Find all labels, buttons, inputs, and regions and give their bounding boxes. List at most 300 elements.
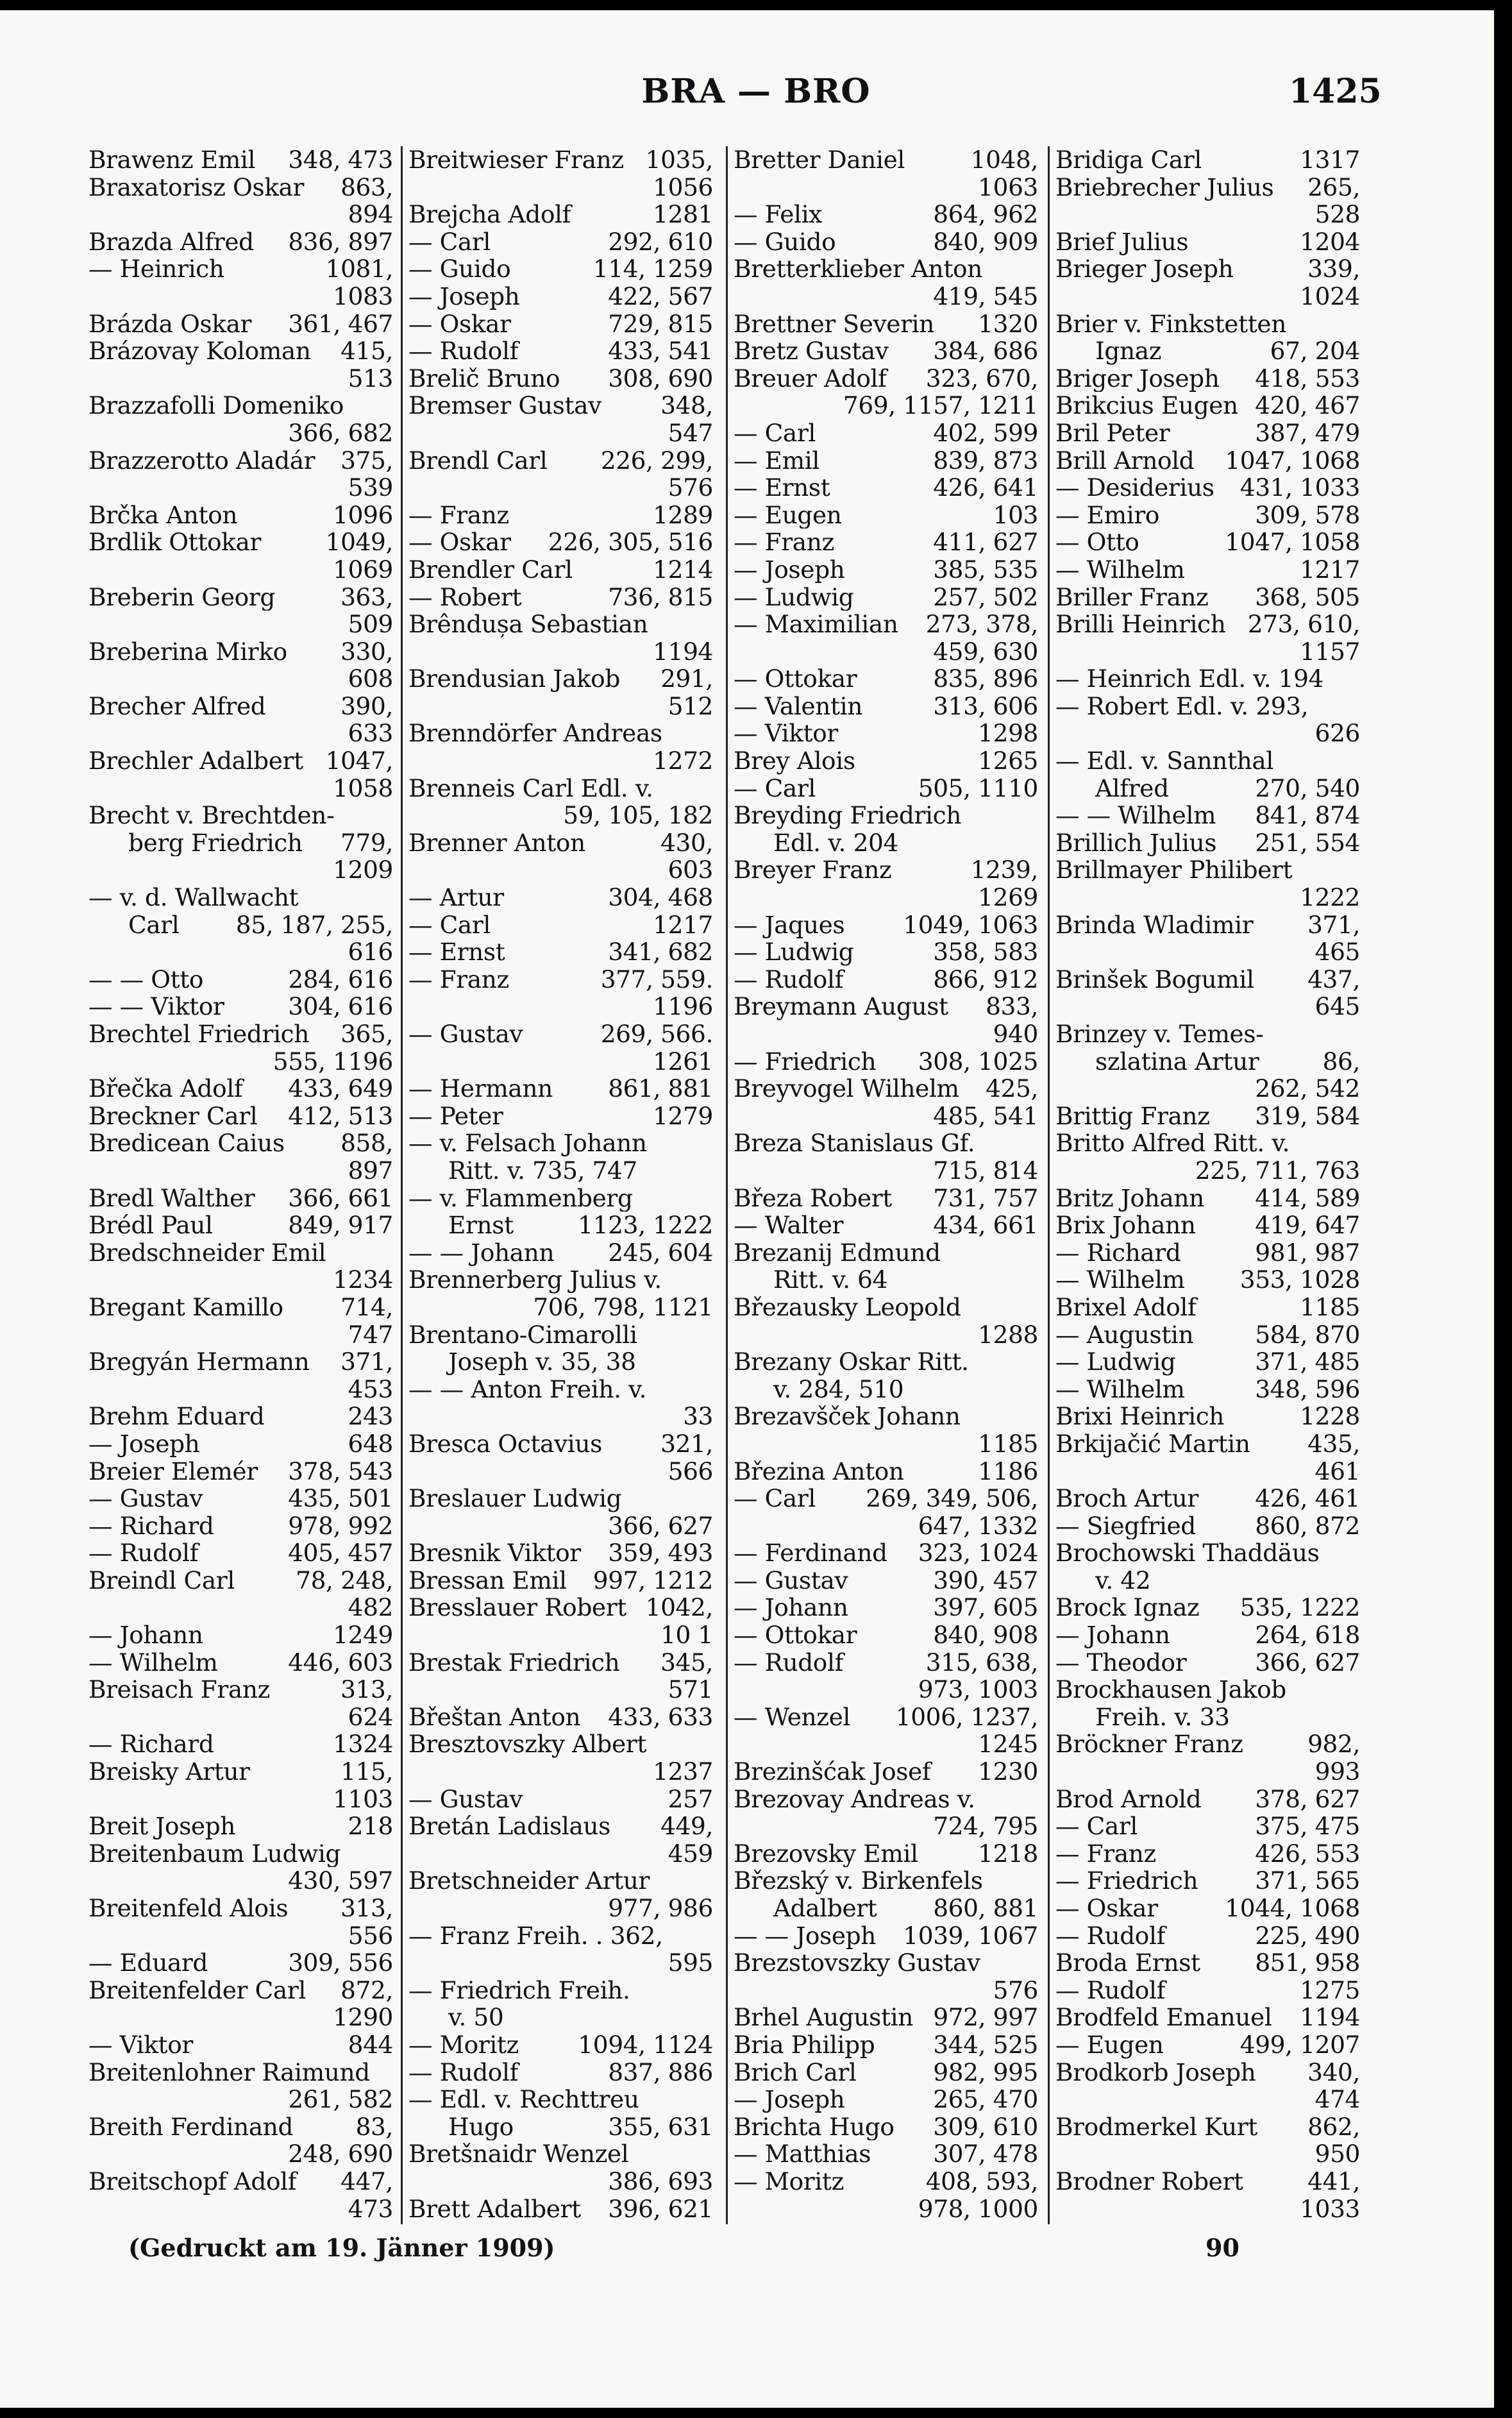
entry-page-refs: 378, 627 [1255, 1785, 1360, 1813]
entry-name: Brejcha Adolf [408, 201, 571, 228]
directory-entry [1055, 829, 1360, 857]
entry-name: Bredicean Caius [88, 1129, 285, 1157]
entry-continuation: 1185 [978, 1430, 1038, 1458]
entry-page-refs: 1228 [1300, 1403, 1360, 1430]
entry-name: Brichta Hugo [734, 2113, 895, 2141]
entry-name: Broch Artur [1055, 1485, 1198, 1512]
entry-name: — Desiderius [1055, 474, 1214, 502]
entry-name: — — Johann [408, 1239, 555, 1267]
print-date-note: (Gedruckt am 19. Jänner 1909) [128, 2233, 555, 2262]
directory-entry [408, 365, 713, 393]
entry-name: Breitenfeld Alois [88, 1895, 289, 1922]
directory-entry [1055, 146, 1360, 174]
entry-name: — Siegfried [1055, 1512, 1196, 1540]
directory-entry [408, 2113, 713, 2141]
entry-page-refs: 836, 897 [288, 228, 393, 256]
directory-entry [1055, 1376, 1360, 1403]
directory-entry [1055, 1485, 1360, 1512]
entry-page-refs: 1042, [645, 1594, 713, 1622]
entry-continuation: 603 [668, 856, 713, 884]
directory-entry [1055, 2059, 1360, 2086]
entry-page-refs: 435, 501 [288, 1485, 393, 1512]
entry-page-refs: 431, 1033 [1239, 474, 1360, 502]
directory-entry [1055, 1813, 1360, 1840]
entry-name: — Wilhelm [1055, 1266, 1185, 1294]
entry-continuation: 556 [348, 1922, 393, 1950]
directory-entry [408, 1103, 713, 1130]
directory-entry [88, 1676, 393, 1704]
entry-page-refs: 390, [340, 692, 393, 720]
entry-page-refs: 396, 621 [608, 2195, 713, 2223]
entry-page-refs: 341, 682 [608, 938, 713, 966]
entry-continuation: 1157 [1300, 638, 1360, 666]
entry-name: Breit Joseph [88, 1813, 236, 1840]
directory-entry [1055, 174, 1360, 201]
directory-entry [88, 993, 393, 1020]
directory-entry [1055, 1977, 1360, 2004]
directory-entry: Breza Stanislaus Gf. [734, 1129, 975, 1157]
entry-name: Bretter Daniel [734, 146, 905, 174]
entry-name: Alfred [1095, 774, 1169, 802]
entry-page-refs: 85, 187, 255, [235, 911, 393, 939]
entry-page-refs: 433, 649 [288, 1075, 393, 1103]
entry-name: Brill Arnold [1055, 446, 1195, 475]
entry-continuation: 724, 795 [933, 1813, 1038, 1840]
directory-entry [88, 447, 393, 475]
directory-entry [1055, 1103, 1360, 1130]
entry-page-refs: 264, 618 [1255, 1621, 1360, 1649]
entry-name: Brettner Severin [734, 310, 934, 338]
directory-entry [734, 201, 1038, 228]
entry-name: — — Wilhelm [1055, 802, 1216, 829]
entry-name: Brdlik Ottokar [88, 528, 261, 556]
directory-entry: Ritt. v. 735, 747 [448, 1156, 637, 1185]
entry-page-refs: 363, [340, 583, 393, 611]
directory-entry: — v. Felsach Johann [408, 1129, 647, 1157]
directory-entry [408, 1649, 713, 1677]
entry-name: Brazzerotto Aladár [88, 446, 315, 475]
entry-continuation: 248, 690 [288, 2140, 393, 2168]
directory-entry [88, 1103, 393, 1130]
directory-entry [408, 255, 713, 283]
directory-entry: Brentano-Cimarolli [408, 1321, 637, 1349]
column-divider [401, 146, 403, 2224]
entry-name: Brazda Alfred [88, 228, 254, 256]
entry-page-refs: 982, 995 [933, 2058, 1038, 2086]
entry-page-refs: 348, 596 [1255, 1375, 1360, 1403]
directory-entry [88, 528, 393, 556]
directory-entry: Brezavšček Johann [734, 1403, 961, 1430]
entry-name: Brechtel Friedrich [88, 1020, 310, 1048]
entry-name: Brčka Anton [88, 501, 238, 529]
directory-entry [1055, 1294, 1360, 1321]
entry-page-refs: 729, 815 [608, 310, 713, 338]
directory-entry [88, 1458, 393, 1485]
entry-name: Bretán Ladislaus [408, 1813, 611, 1840]
entry-page-refs: 1194 [1300, 2004, 1360, 2031]
directory-entry [734, 966, 1038, 993]
directory-entry [408, 938, 713, 966]
entry-page-refs: 419, 647 [1255, 1212, 1360, 1239]
entry-name: — Wilhelm [88, 1648, 218, 1677]
entry-name: Brittig Franz [1055, 1102, 1210, 1130]
entry-name: — Ferdinand [734, 1539, 887, 1567]
entry-continuation: 1269 [978, 884, 1038, 911]
entry-name: — Gustav [734, 1566, 848, 1594]
directory-entry: Brêndușa Sebastian [408, 611, 648, 638]
entry-page-refs: 1049, 1063 [903, 911, 1038, 939]
directory-entry [408, 1239, 713, 1267]
entry-name: Brikcius Eugen [1055, 392, 1238, 419]
entry-name: — Otto [1055, 528, 1139, 556]
entry-name: — Friedrich [1055, 1867, 1198, 1895]
entry-page-refs: 1281 [653, 201, 713, 228]
entry-name: Breberina Mirko [88, 638, 287, 666]
entry-name: — Peter [408, 1102, 503, 1130]
entry-name: Brett Adalbert [408, 2195, 581, 2223]
entry-page-refs: 425, [986, 1075, 1038, 1103]
directory-entry [408, 1075, 713, 1103]
entry-page-refs: 1044, 1068 [1225, 1895, 1360, 1922]
directory-entry [734, 2059, 1038, 2086]
entry-page-refs: 1217 [653, 911, 713, 939]
entry-name: — Valentin [734, 692, 862, 720]
entry-page-refs: 430, [660, 829, 713, 857]
entry-page-refs: 273, 610, [1247, 611, 1360, 638]
entry-page-refs: 358, 583 [933, 938, 1038, 966]
entry-name: Breisach Franz [88, 1676, 270, 1704]
entry-page-refs: 265, [1307, 173, 1360, 201]
directory-entry [408, 884, 713, 911]
directory-column-4 [1055, 146, 1360, 2224]
directory-entry [734, 337, 1038, 365]
entry-continuation: 624 [348, 1703, 393, 1731]
entry-name: — Eugen [734, 501, 842, 529]
entry-continuation: 616 [348, 938, 393, 966]
entry-continuation: 461 [1315, 1457, 1360, 1485]
entry-page-refs: 371, [1307, 911, 1360, 939]
directory-entry: — Edl. v. Rechttreu [408, 2086, 639, 2113]
directory-entry [1055, 1348, 1360, 1376]
directory-entry [734, 993, 1038, 1020]
directory-entry [408, 283, 713, 310]
directory-entry [1055, 775, 1360, 802]
entry-name: — Felix [734, 201, 822, 228]
directory-entry: Brenneis Carl Edl. v. [408, 774, 653, 802]
entry-name: Brendusian Jakob [408, 665, 620, 693]
directory-entry [734, 2168, 1038, 2195]
entry-continuation: 1245 [978, 1730, 1038, 1759]
directory-entry [734, 447, 1038, 475]
entry-page-refs: 344, 525 [933, 2031, 1038, 2059]
entry-name: Carl [128, 911, 180, 939]
directory-entry [1055, 2168, 1360, 2195]
entry-continuation: 626 [1315, 720, 1360, 748]
entry-page-refs: 864, 962 [933, 201, 1038, 228]
entry-name: Brixi Heinrich [1055, 1403, 1225, 1430]
directory-entry [408, 1786, 713, 1813]
entry-page-refs: 378, 543 [288, 1457, 393, 1485]
entry-name: — Rudolf [734, 1648, 844, 1677]
entry-page-refs: 397, 605 [933, 1594, 1038, 1622]
entry-name: — — Joseph [734, 1922, 877, 1950]
entry-page-refs: 245, 604 [608, 1239, 713, 1267]
entry-page-refs: 366, 627 [1255, 1648, 1360, 1677]
directory-entry: — Robert Edl. v. 293, [1055, 692, 1309, 720]
entry-page-refs: 269, 566. [600, 1020, 713, 1048]
directory-entry [1055, 1430, 1360, 1458]
entry-name: — Richard [1055, 1239, 1181, 1267]
directory-entry [734, 584, 1038, 611]
entry-name: Brenner Anton [408, 829, 585, 857]
entry-page-refs: 1249 [333, 1621, 393, 1649]
directory-entry [1055, 2031, 1360, 2059]
entry-name: Briller Franz [1055, 583, 1209, 611]
entry-name: — Walter [734, 1212, 844, 1239]
directory-entry [88, 1212, 393, 1239]
entry-name: Bredl Walther [88, 1184, 255, 1212]
directory-entry: Bretschneider Artur [408, 1867, 650, 1895]
entry-continuation: 528 [1315, 201, 1360, 228]
entry-name: Brodkorb Joseph [1055, 2058, 1256, 2086]
directory-entry [408, 2059, 713, 2086]
directory-entry [408, 146, 713, 174]
directory-entry [408, 1813, 713, 1840]
directory-entry [734, 1704, 1038, 1731]
directory-entry [734, 1621, 1038, 1649]
entry-page-refs: 1186 [978, 1457, 1038, 1485]
entry-continuation: 940 [993, 1020, 1038, 1048]
directory-entry [88, 966, 393, 993]
entry-name: Brkijačić Martin [1055, 1430, 1250, 1458]
entry-name: — Rudolf [1055, 1976, 1166, 2004]
entry-continuation: 261, 582 [288, 2086, 393, 2113]
directory-entry [1055, 1512, 1360, 1540]
directory-entry [408, 201, 713, 228]
entry-page-refs: 434, 661 [933, 1212, 1038, 1239]
directory-entry [88, 1730, 393, 1758]
entry-name: — Friedrich [734, 1047, 877, 1076]
directory-entry [88, 1949, 393, 1977]
directory-entry [88, 2113, 393, 2141]
directory-entry [1055, 556, 1360, 584]
entry-name: — Rudolf [408, 337, 519, 365]
directory-entry: v. 42 [1095, 1566, 1151, 1594]
directory-entry [1055, 1649, 1360, 1677]
entry-page-refs: 426, 553 [1255, 1839, 1360, 1868]
directory-entry [1055, 419, 1360, 447]
directory-entry [408, 911, 713, 939]
directory-entry [88, 255, 393, 283]
directory-entry [88, 174, 393, 201]
entry-name: Brich Carl [734, 2058, 857, 2086]
entry-name: Bröckner Franz [1055, 1730, 1243, 1759]
entry-continuation: 1290 [333, 2004, 393, 2031]
entry-name: — Oskar [1055, 1895, 1158, 1922]
entry-page-refs: 366, 661 [288, 1184, 393, 1212]
entry-continuation: 430, 597 [288, 1867, 393, 1895]
entry-page-refs: 414, 589 [1255, 1184, 1360, 1212]
directory-entry [88, 1403, 393, 1430]
entry-name: Breitschopf Adolf [88, 2167, 297, 2195]
directory-entry: Bredschneider Emil [88, 1239, 326, 1267]
entry-page-refs: 1094, 1124 [578, 2031, 713, 2059]
directory-entry [408, 665, 713, 693]
directory-entry [734, 1922, 1038, 1950]
entry-name: Brezovsky Emil [734, 1839, 918, 1868]
entry-name: Bril Peter [1055, 419, 1170, 447]
entry-page-refs: 359, 493 [608, 1539, 713, 1567]
entry-page-refs: 218 [348, 1813, 393, 1840]
entry-page-refs: 422, 567 [608, 282, 713, 310]
directory-entry [734, 2113, 1038, 2141]
directory-entry [1055, 1895, 1360, 1922]
entry-name: Brelič Bruno [408, 364, 560, 393]
entry-page-refs: 860, 881 [933, 1895, 1038, 1922]
entry-name: Brodmerkel Kurt [1055, 2113, 1257, 2141]
entry-name: Brodner Robert [1055, 2167, 1243, 2195]
entry-name: — Johann [734, 1594, 848, 1622]
entry-page-refs: 1047, 1068 [1225, 446, 1360, 475]
directory-entry [734, 1458, 1038, 1485]
entry-name: — Wenzel [734, 1703, 850, 1731]
directory-entry: Brezstovszky Gustav [734, 1949, 980, 1977]
directory-entry [1055, 228, 1360, 256]
directory-entry [1055, 1594, 1360, 1621]
directory-entry [88, 693, 393, 720]
entry-continuation: 1069 [333, 555, 393, 584]
entry-page-refs: 226, 305, 516 [548, 528, 713, 556]
entry-name: Brieger Joseph [1055, 255, 1234, 283]
directory-entry: — — Anton Freih. v. [408, 1375, 646, 1403]
entry-page-refs: 355, 631 [608, 2113, 713, 2141]
entry-name: Breisky Artur [88, 1758, 250, 1786]
entry-name: Bresslauer Robert [408, 1594, 626, 1622]
entry-page-refs: 872, [340, 1976, 393, 2004]
directory-entry [1055, 474, 1360, 502]
directory-entry [88, 1567, 393, 1594]
directory-entry [734, 2140, 1038, 2168]
directory-entry [408, 1539, 713, 1567]
entry-name: — Wilhelm [1055, 1375, 1185, 1403]
entry-page-refs: 365, [340, 1020, 393, 1048]
entry-name: — Matthias [734, 2140, 871, 2168]
entry-page-refs: 997, 1212 [592, 1566, 713, 1594]
entry-continuation: 33 [683, 1403, 713, 1430]
entry-name: — Richard [88, 1730, 214, 1759]
directory-entry [734, 1758, 1038, 1786]
entry-continuation: 485, 541 [933, 1102, 1038, 1130]
directory-entry [734, 1539, 1038, 1567]
entry-name: — Joseph [408, 282, 520, 310]
entry-page-refs: 304, 616 [288, 993, 393, 1020]
entry-name: Březina Anton [734, 1457, 904, 1485]
directory-entry [734, 1594, 1038, 1621]
directory-entry: Breslauer Ludwig [408, 1485, 622, 1512]
entry-page-refs: 535, 1222 [1239, 1594, 1360, 1622]
directory-entry: — Friedrich Freih. [408, 1976, 630, 2004]
entry-page-refs: 377, 559. [600, 965, 713, 993]
entry-continuation: 262, 542 [1255, 1075, 1360, 1103]
entry-page-refs: 1081, [325, 255, 393, 283]
directory-entry: Brennerberg Julius v. [408, 1266, 662, 1294]
directory-entry [734, 1649, 1038, 1677]
directory-entry [88, 228, 393, 256]
directory-entry: Freih. v. 33 [1095, 1703, 1230, 1731]
entry-continuation: 459 [668, 1839, 713, 1868]
directory-entry: Březský v. Birkenfels [734, 1867, 983, 1895]
entry-page-refs: 860, 872 [1255, 1512, 1360, 1540]
directory-entry [1055, 802, 1360, 829]
entry-page-refs: 265, 470 [933, 2086, 1038, 2113]
entry-name: Brodfeld Emanuel [1055, 2004, 1272, 2031]
directory-entry [408, 502, 713, 529]
entry-name: Brázda Oskar [88, 310, 252, 338]
entry-page-refs: 981, 987 [1255, 1239, 1360, 1267]
directory-column-2 [408, 146, 713, 2224]
directory-entry [408, 447, 713, 475]
entry-continuation: 1056 [653, 173, 713, 201]
entry-page-refs: 308, 1025 [918, 1047, 1038, 1076]
directory-entry [1055, 1266, 1360, 1294]
entry-name: Brechler Adalbert [88, 747, 303, 775]
entry-page-refs: 390, 457 [933, 1566, 1038, 1594]
entry-name: Brehm Eduard [88, 1403, 265, 1430]
entry-name: — Jaques [734, 911, 845, 939]
entry-continuation: 459, 630 [933, 638, 1038, 666]
page-header-range: BRA — BRO [641, 72, 871, 111]
entry-page-refs: 319, 584 [1255, 1102, 1360, 1130]
entry-page-refs: 1049, [325, 528, 393, 556]
entry-page-refs: 1123, 1222 [578, 1212, 713, 1239]
entry-continuation: 1237 [653, 1758, 713, 1786]
entry-name: Brestak Friedrich [408, 1648, 620, 1677]
directory-entry [734, 2004, 1038, 2031]
directory-entry [734, 938, 1038, 966]
entry-page-refs: 1214 [653, 555, 713, 584]
entry-continuation: 419, 545 [933, 282, 1038, 310]
entry-page-refs: 844 [348, 2031, 393, 2059]
directory-entry [1055, 392, 1360, 419]
entry-page-refs: 323, 670, [925, 364, 1038, 393]
entry-name: Britz Johann [1055, 1184, 1204, 1212]
directory-entry [88, 1512, 393, 1540]
entry-page-refs: 411, 627 [933, 528, 1038, 556]
directory-entry [88, 146, 393, 174]
entry-name: — Viktor [88, 2031, 193, 2059]
entry-page-refs: 309, 578 [1255, 501, 1360, 529]
directory-entry [734, 911, 1038, 939]
entry-page-refs: 307, 478 [933, 2140, 1038, 2168]
directory-entry [734, 1185, 1038, 1212]
entry-continuation: 386, 693 [608, 2167, 713, 2195]
entry-page-refs: 420, 467 [1255, 392, 1360, 419]
entry-name: — Moritz [734, 2167, 844, 2195]
directory-entry [408, 392, 713, 419]
entry-name: Braxatorisz Oskar [88, 173, 305, 201]
directory-entry [408, 337, 713, 365]
directory-entry [1055, 447, 1360, 475]
entry-page-refs: 840, 908 [933, 1621, 1038, 1649]
directory-entry [88, 1758, 393, 1786]
entry-page-refs: 415, [340, 337, 393, 365]
directory-entry [88, 1977, 393, 2004]
directory-column-1 [88, 146, 393, 2224]
entry-continuation: 1024 [1300, 282, 1360, 310]
entry-page-refs: 78, 248, [296, 1566, 393, 1594]
directory-entry [1055, 1922, 1360, 1950]
directory-entry [734, 747, 1038, 775]
